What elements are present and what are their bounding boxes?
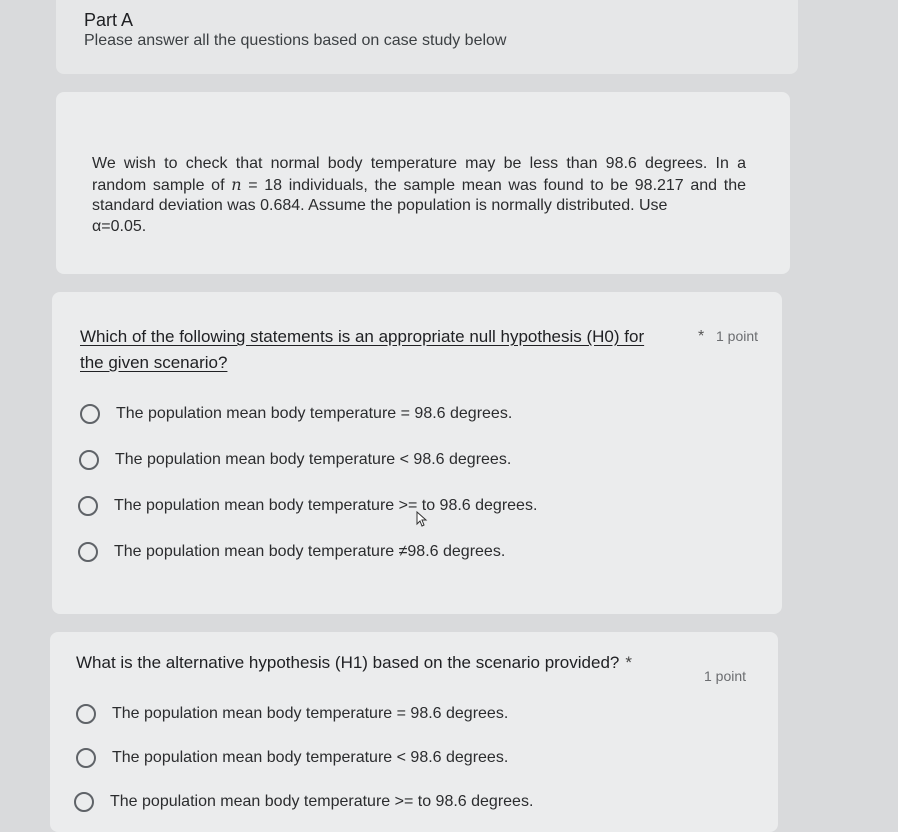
answer-option[interactable] (78, 496, 537, 516)
case-text-part-2: = 18 individuals, the sample mean was found to be 98.217 and the standard deviation was 0.684. Assume the population is normally distributed. Use (92, 176, 747, 214)
answer-option[interactable] (76, 704, 508, 724)
radio-unchecked-icon[interactable] (74, 792, 94, 812)
answer-option[interactable] (79, 450, 511, 470)
section-title: Part A (84, 10, 134, 30)
case-study-text (92, 154, 746, 237)
form-header-card (56, 0, 798, 74)
option-label: The population mean body temperature = 98.6 degrees. (116, 405, 513, 422)
option-label: The population mean body temperature = 98.6 degrees. (112, 705, 509, 722)
required-marker: * (625, 653, 632, 672)
case-study-card (56, 92, 790, 274)
question-card-alternative-hypothesis (50, 632, 778, 832)
mouse-pointer-icon (416, 511, 428, 527)
case-text-part-1: We wish to check that normal body temperature may be less than 98.6 degrees. In a random sample of (92, 155, 746, 194)
answer-option[interactable] (78, 542, 505, 562)
option-label: The population mean body temperature >= to 98.6 degrees. (110, 793, 534, 810)
question-card-null-hypothesis (52, 292, 782, 614)
answer-option[interactable] (74, 792, 533, 812)
required-marker: * (698, 328, 705, 345)
option-label: The population mean body temperature >= to 98.6 degrees. (114, 497, 538, 514)
question-points: 1 point (704, 668, 747, 684)
radio-unchecked-icon[interactable] (79, 450, 99, 470)
radio-unchecked-icon[interactable] (78, 496, 98, 516)
question-title-text: What is the alternative hypothesis (H1) based on the scenario provided? (76, 653, 620, 672)
alpha-value: α=0.05. (92, 217, 147, 235)
option-label: The population mean body temperature < 98.6 degrees. (112, 749, 509, 766)
radio-unchecked-icon[interactable] (76, 748, 96, 768)
question-points: 1 point (716, 328, 759, 344)
radio-unchecked-icon[interactable] (76, 704, 96, 724)
option-label: The population mean body temperature ≠98.6 degrees. (114, 543, 506, 560)
answer-option[interactable] (80, 404, 512, 424)
radio-unchecked-icon[interactable] (80, 404, 100, 424)
section-description: Please answer all the questions based on case study below (84, 32, 507, 49)
answer-option[interactable] (76, 748, 508, 768)
question-title (76, 650, 676, 676)
question-title: Which of the following statements is an appropriate null hypothesis (H0) for the given scenario? (80, 327, 645, 372)
option-label: The population mean body temperature < 98.6 degrees. (115, 451, 512, 468)
radio-unchecked-icon[interactable] (78, 542, 98, 562)
sample-size-variable: n (231, 174, 242, 194)
